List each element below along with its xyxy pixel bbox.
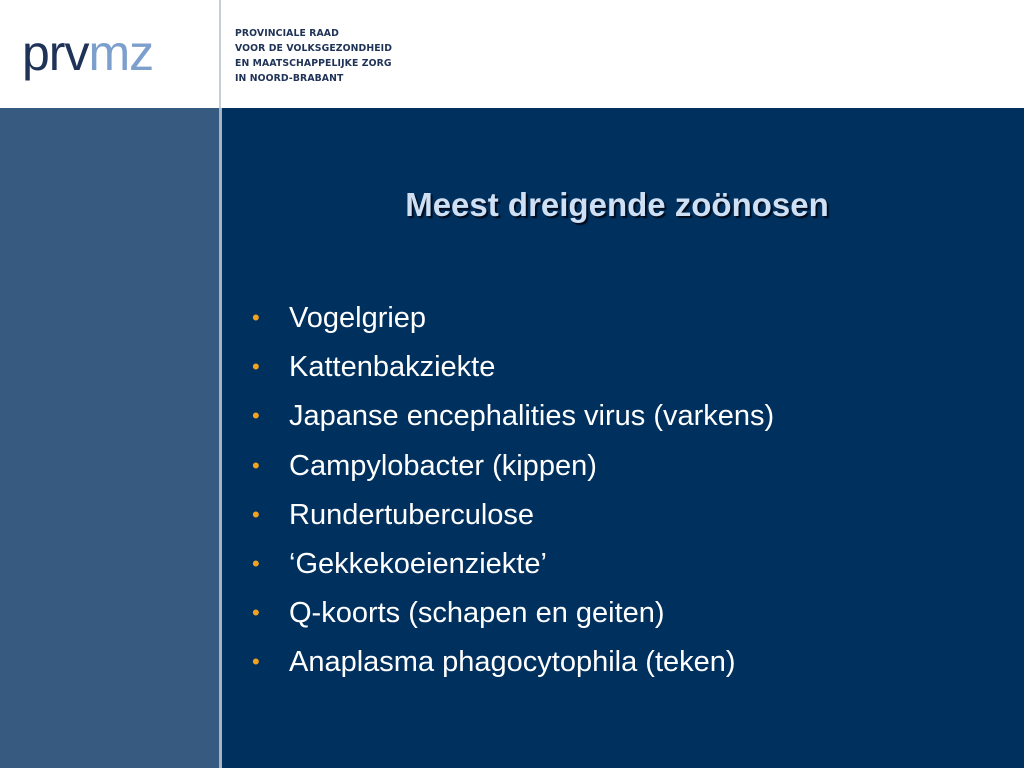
bullet-item xyxy=(252,592,774,641)
bullet-text: Rundertuberculose xyxy=(289,498,535,531)
bullet-item xyxy=(252,297,774,346)
org-name-line-2: VOOR DE VOLKSGEZONDHEID xyxy=(235,43,393,54)
org-name-line-1: PROVINCIALE RAAD xyxy=(235,28,339,39)
bullet-text: Campylobacter (kippen) xyxy=(289,449,597,482)
bullet-item xyxy=(252,494,774,543)
bullet-item xyxy=(252,543,774,592)
bullet-icon: • xyxy=(252,452,260,478)
sidebar-panel xyxy=(0,108,219,768)
bullet-item xyxy=(252,641,774,690)
bullet-item xyxy=(252,346,774,395)
svg-text:prvmz: prvmz xyxy=(22,25,154,81)
bullet-text: Vogelgriep xyxy=(289,302,427,334)
bullet-text: Anaplasma phagocytophila (teken) xyxy=(289,646,736,679)
bullet-item xyxy=(252,445,774,494)
bullet-icon: • xyxy=(252,550,260,576)
bullet-icon: • xyxy=(252,600,260,626)
bullet-icon: • xyxy=(252,649,260,675)
header-divider xyxy=(219,0,221,108)
slide-title: Meest dreigende zoönosen xyxy=(405,186,829,223)
org-name-line-3: EN MAATSCHAPPELIJKE ZORG xyxy=(235,58,392,69)
bullet-text: ‘Gekkekoeienziekte’ xyxy=(289,547,547,580)
org-name-line-4: IN NOORD-BRABANT xyxy=(235,73,344,84)
organization-name xyxy=(235,26,392,86)
bullet-list xyxy=(252,297,774,691)
bullet-icon: • xyxy=(252,354,260,380)
bullet-text: Japanse encephalities virus (varkens) xyxy=(289,400,775,433)
prvmz-logo xyxy=(22,18,212,88)
bullet-item xyxy=(252,395,774,444)
bullet-icon: • xyxy=(252,403,260,429)
header-bar xyxy=(0,0,1024,108)
bullet-icon: • xyxy=(252,501,260,527)
bullet-text: Kattenbakziekte xyxy=(289,351,496,384)
bullet-icon: • xyxy=(252,305,260,330)
content-panel xyxy=(222,108,1024,768)
bullet-text: Q-koorts (schapen en geiten) xyxy=(289,597,665,630)
